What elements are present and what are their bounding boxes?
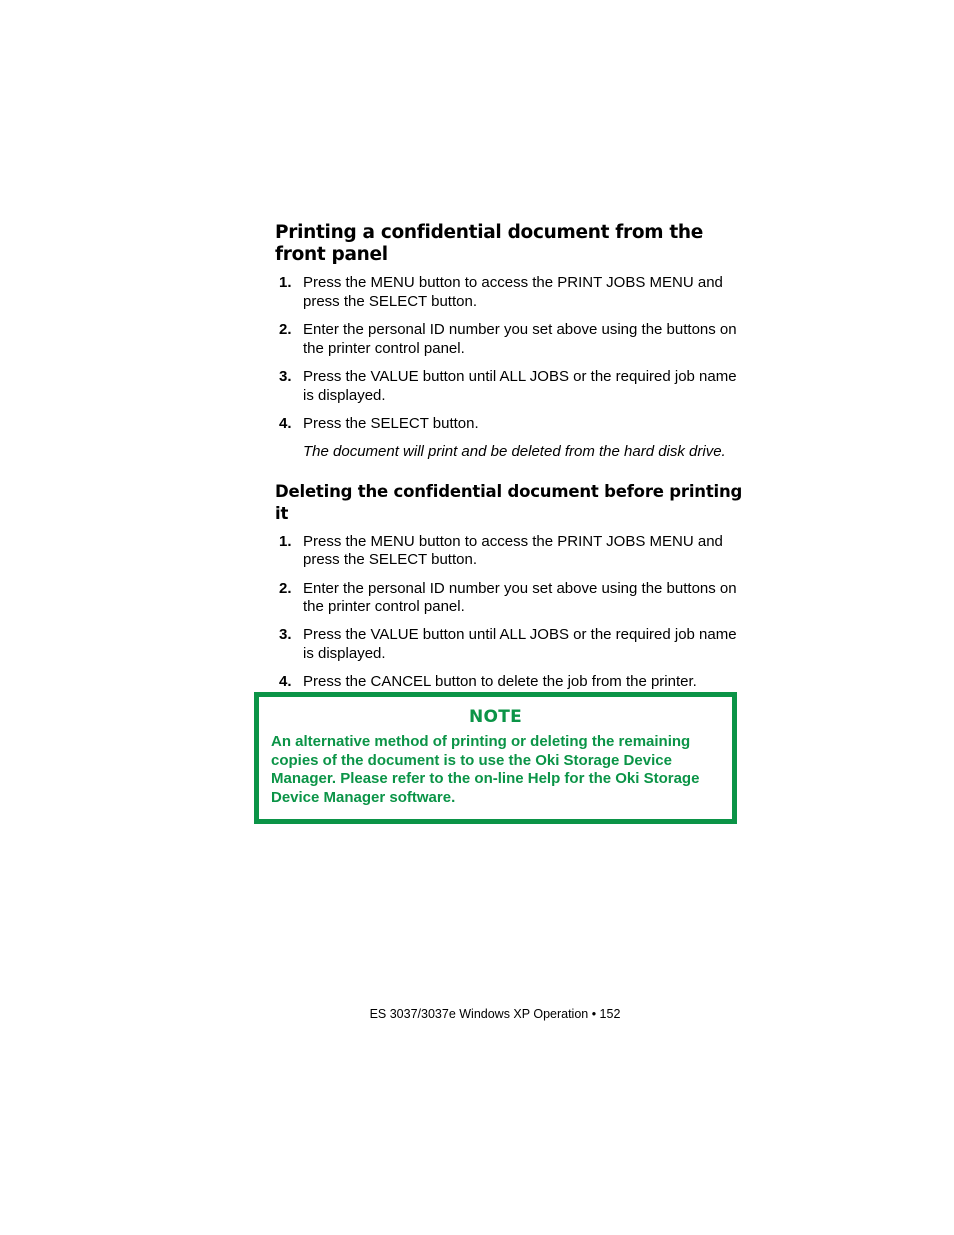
- list-item: [275, 274, 743, 311]
- page-footer: ES 3037/3037e Windows XP Operation • 152: [369, 1007, 621, 1021]
- list-item: [275, 415, 743, 434]
- step-text: Enter the personal ID number you set above using the buttons on the printer control panel.: [303, 320, 737, 357]
- list-item: [275, 321, 743, 358]
- step-number: 3.: [279, 367, 292, 385]
- steps-list-print: [275, 274, 745, 433]
- list-item: [275, 626, 743, 663]
- steps-list-delete: [275, 533, 745, 692]
- list-item: [275, 673, 743, 692]
- step-number: 2.: [279, 579, 292, 597]
- list-item: [275, 368, 743, 405]
- section-heading-print: Printing a confidential document from the front panel: [275, 222, 704, 265]
- document-body: [275, 222, 745, 702]
- section-heading-delete: Deleting the confidential document before printing it: [275, 481, 743, 523]
- step-text: Press the CANCEL button to delete the job from the printer.: [303, 673, 697, 691]
- note-box: [254, 692, 737, 824]
- step-number: 4.: [279, 414, 292, 432]
- step-text: Press the VALUE button until ALL JOBS or the required job name is displayed.: [303, 367, 737, 404]
- note-text: An alternative method of printing or deleting the remaining copies of the document is to use the Oki Storage Device Manager. Please refer to the on-line Help for the Oki Storage Device Manager software.: [271, 733, 700, 807]
- step-text: Enter the personal ID number you set above using the buttons on the printer control panel.: [303, 579, 737, 616]
- step-number: 1.: [279, 274, 292, 291]
- list-item: [275, 580, 743, 617]
- step-number: 2.: [279, 320, 292, 338]
- step-number: 1.: [279, 532, 292, 550]
- note-title: NOTE: [468, 707, 523, 727]
- step-text: Press the VALUE button until ALL JOBS or the required job name is displayed.: [303, 626, 737, 663]
- step-number: 3.: [279, 626, 292, 644]
- step-text: Press the SELECT button.: [303, 414, 479, 432]
- step-text: Press the MENU button to access the PRINT JOBS MENU and press the SELECT button.: [303, 274, 723, 310]
- step-result-text: The document will print and be deleted from the hard disk drive.: [303, 442, 726, 460]
- step-text: Press the MENU button to access the PRINT JOBS MENU and press the SELECT button.: [303, 532, 723, 569]
- step-number: 4.: [279, 673, 292, 691]
- list-item: [275, 533, 743, 570]
